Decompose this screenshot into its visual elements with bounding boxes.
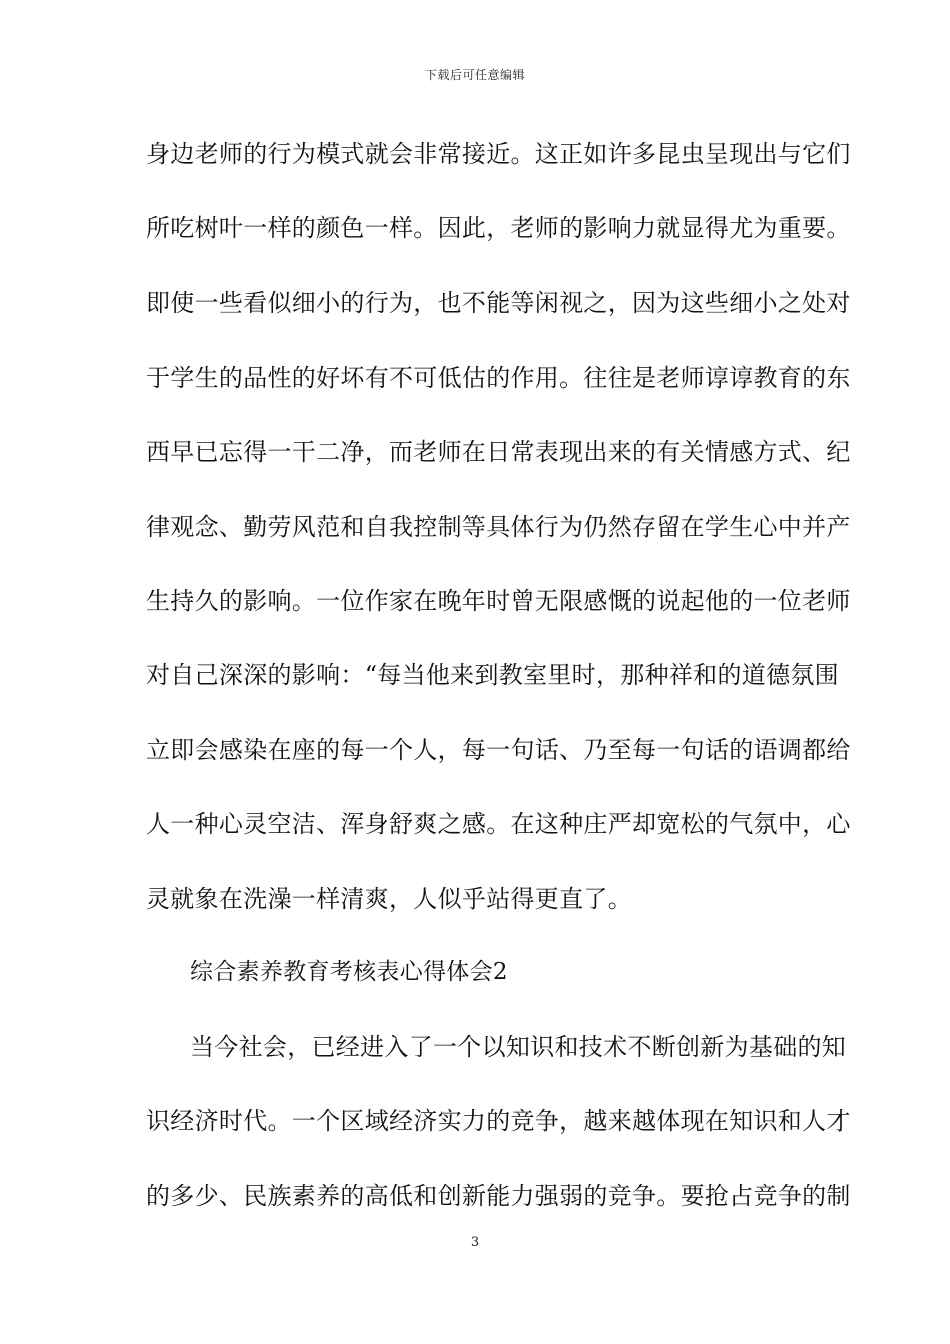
section-heading: 综合素养教育考核表心得体会2 <box>190 959 508 985</box>
body-line: 即使一些看似细小的行为，也不能等闲视之，因为这些细小之处对 <box>146 289 851 317</box>
body-line: 立即会感染在座的每一个人，每一句话、乃至每一句话的语调都给 <box>146 736 851 764</box>
body-line: 人一种心灵空洁、浑身舒爽之感。在这种庄严却宽松的气氛中，心 <box>146 810 851 838</box>
body-line: 西早已忘得一干二净，而老师在日常表现出来的有关情感方式、纪 <box>146 438 851 466</box>
page-header: 下载后可任意编辑 <box>424 68 525 82</box>
body-line: 当今社会，已经进入了一个以知识和技术不断创新为基础的知 <box>190 1033 847 1061</box>
body-line: 灵就象在洗澡一样清爽，人似乎站得更直了。 <box>146 885 632 913</box>
body-line: 所吃树叶一样的颜色一样。因此，老师的影响力就显得尤为重要。 <box>146 214 851 242</box>
page-number: 3 <box>470 1235 480 1250</box>
body-line: 对自己深深的影响：“每当他来到教室里时，那种祥和的道德氛围 <box>146 661 839 689</box>
body-line: 律观念、勤劳风范和自我控制等具体行为仍然存留在学生心中并产 <box>146 513 851 541</box>
body-line: 身边老师的行为模式就会非常接近。这正如许多昆虫呈现出与它们 <box>146 140 851 168</box>
body-line: 生持久的影响。一位作家在晚年时曾无限感慨的说起他的一位老师 <box>146 587 851 615</box>
body-line: 的多少、民族素养的高低和创新能力强弱的竞争。要抢占竞争的制 <box>146 1182 851 1210</box>
body-line: 识经济时代。一个区域经济实力的竞争，越来越体现在知识和人才 <box>146 1107 851 1135</box>
body-line: 于学生的品性的好坏有不可低估的作用。往往是老师谆谆教育的东 <box>146 364 851 392</box>
